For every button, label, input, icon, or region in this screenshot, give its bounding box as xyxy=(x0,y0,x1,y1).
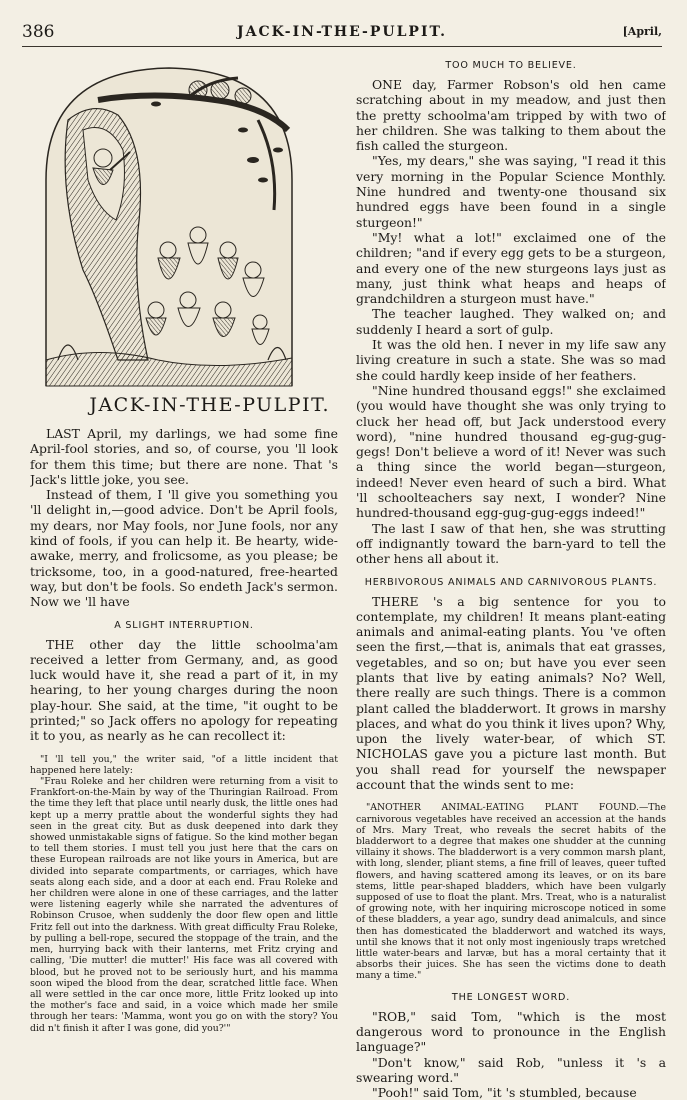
story-paragraph: ONE day, Farmer Robson's old hen came scratching about in my meadow, and just then the pretty schoolma'am tripped by with two of her children. She was talking to them about the fish called the sturgeon. xyxy=(356,77,666,154)
intro-paragraph: Instead of them, I 'll give you something you 'll delight in,—good advice. Don't be April fools, my dears, nor May fools, nor June fools, nor any kind of fools, if you can help it. Be hearty, wide-awake, merry, and frolicsome, as you please; be tricksome, too, in a good-natured, free-hearted way, but don't be fools. So endeth Jack's sermon. Now we 'll have xyxy=(30,487,338,610)
section-paragraph: THERE 's a big sentence for you to contemplate, my children! It means plant-eating animals and animal-eating plants. You 've often seen the first,—that is, animals that eat grasses, vegetables, and so on; but have you ever seen plants that live by eating animals? No? Well, there really are such things. There is a common plant called the bladderwort. It grows in marshy places, and what do you think it lives upon? Why, upon the lively water-bear, of which ST. NICHOLAS gave you a picture last month. But you shall read for yourself the newspaper account that the winds sent to me: xyxy=(356,593,666,793)
quoted-letter xyxy=(30,754,338,1034)
section-paragraph: THE other day the little schoolma'am received a letter from Germany, and, as good luck would have it, she read a part of it, in my hearing, to her young charges during the noon play-hour. She said, at the time, "it ought to be printed;" so Jack offers no apology for repeating it to you, as nearly as he can recollect it: xyxy=(30,636,338,744)
letter-paragraph: "Frau Roleke and her children were returning from a visit to Frankfort-on-the-Main by way of the Thuringian Railroad. From the time they left that place until nearly dusk, the little ones had kept up a merry prattle about the wonderful sights they had seen in the great city. But as dusk deepened into dark they showed unmistakable signs of fatigue. So the kind mother began to tell them stories. I must tell you just here that the cars on these European railroads are not like yours in America, but are divided into separate compartments, or carriages, which have seats along each side, and a door at each end. Frau Roleke and her children were alone in one of these carriages, and the latter were listening eagerly while she narrated the adventures of Robinson Crusoe, when suddenly the door flew open and little Fritz fell out into the darkness. With great difficulty Frau Roleke, by pulling a bell-rope, secured the stoppage of the train, and the men, hurrying back with their lanterns, met Fritz crying and calling, 'Die mutter! die mutter!' His face was all covered with blood, but he proved not to be seriously hurt, and his mamma soon wiped the blood from the dear, scratched little face. When all were settled in the car once more, little Fritz looked up into the mother's face and said, in a voice which made her smile through her tears: 'Mamma, wont you go on with the story? You did n't finish it after I was gone, did you?'" xyxy=(30,776,338,1034)
story-paragraph: It was the old hen. I never in my life saw any living creature in such a state. She was so mad she could hardly keep inside of her feathers. xyxy=(356,337,666,383)
illustration-engraving xyxy=(38,60,300,390)
section-heading-too-much-to-believe: TOO MUCH TO BELIEVE. xyxy=(445,60,577,71)
story-paragraph: "My! what a lot!" exclaimed one of the children; "and if every egg gets to be a sturgeon, and every one of the new sturgeons lays just as many, just think what heaps and heaps of grandchildren a sturgeon must have." xyxy=(356,229,666,307)
section-heading-longest-word: THE LONGEST WORD. xyxy=(451,991,571,1003)
intro-paragraph: LAST April, my darlings, we had some fine April-fool stories, and so, of course, you 'll look for them this time; but there are none. That 's Jack's little joke, you see. xyxy=(30,426,338,487)
page-number: 386 xyxy=(22,22,55,42)
letter-paragraph: "I 'll tell you," the writer said, "of a little incident that happened here lately: xyxy=(30,753,338,776)
left-column xyxy=(30,60,338,1034)
right-column xyxy=(356,60,666,1100)
column-title: JACK-IN-THE-PULPIT. xyxy=(89,394,330,416)
dialogue-paragraph: "ROB," said Tom, "which is the most dangerous word to pronounce in the English language?" xyxy=(356,1008,666,1055)
running-title: JACK-IN-THE-PULPIT. xyxy=(237,24,447,40)
month-label: [April, xyxy=(622,25,662,38)
jack-in-the-pulpit-illustration xyxy=(38,60,300,390)
running-header xyxy=(22,22,662,47)
story-paragraph: "Nine hundred thousand eggs!" she exclaimed (you would have thought she was only trying to cluck her head off, but Jack understood every word), "nine hundred thousand eg-gug-gug-gegs! Don't believe a word of it! Never was such a thing since the world began—sturgeon, indeed! Never even heard of such a bird. What 'll schoolteachers say next, I wonder? Nine hundred-thousand egg-gug-gug-eggs indeed!" xyxy=(356,382,666,521)
dialogue-paragraph: "Pooh!" said Tom, "it 's stumbled, because xyxy=(372,1085,637,1100)
story-paragraph: "Yes, my dears," she was saying, "I read it this very morning in the Popular Science Monthly. Nine hundred and twenty-one thousand six hundred eggs have been found in a single sturgeon!" xyxy=(356,153,666,230)
section-heading-herbivorous-animals: HERBIVOROUS ANIMALS AND CARNIVOROUS PLANTS. xyxy=(364,576,658,588)
story-paragraph: The teacher laughed. They walked on; and suddenly I heard a sort of gulp. xyxy=(356,306,666,337)
newspaper-account xyxy=(356,802,666,981)
section-heading-slight-interruption: A SLIGHT INTERRUPTION. xyxy=(114,619,254,631)
newspaper-paragraph: "ANOTHER ANIMAL-EATING PLANT FOUND.—The carnivorous vegetables have received an accession at the hands of Mrs. Mary Treat, who reveals the secret habits of the bladderwort to a degree that makes one shudder at the cunning villainy it shows. The bladderwort is a very common marsh plant, with long, slender, pliant stems, a fine frill of leaves, queer tufted flowers, and having scattered among its leaves, or on its bare stems, little pear-shaped bladders, which have been vulgarly supposed of use to float the plant. Mrs. Treat, who is a naturalist of growing note, with her inquiring microscope noticed in some of these bladders, a year ago, sundry dead animalculs, and since then has domesticated the bladderwort and watched its ways, until she knows that it not only most ingeniously traps wretched little water-bears and larvæ, but has a moral certainty that it absorbs their juices. She has seen the victims done to death many a time." xyxy=(356,802,666,982)
dialogue-paragraph: "Don't know," said Rob, "unless it 's a swearing word." xyxy=(356,1054,666,1085)
story-paragraph: The last I saw of that hen, she was strutting off indignantly toward the barn-yard to tell the other hens all about it. xyxy=(356,520,666,567)
